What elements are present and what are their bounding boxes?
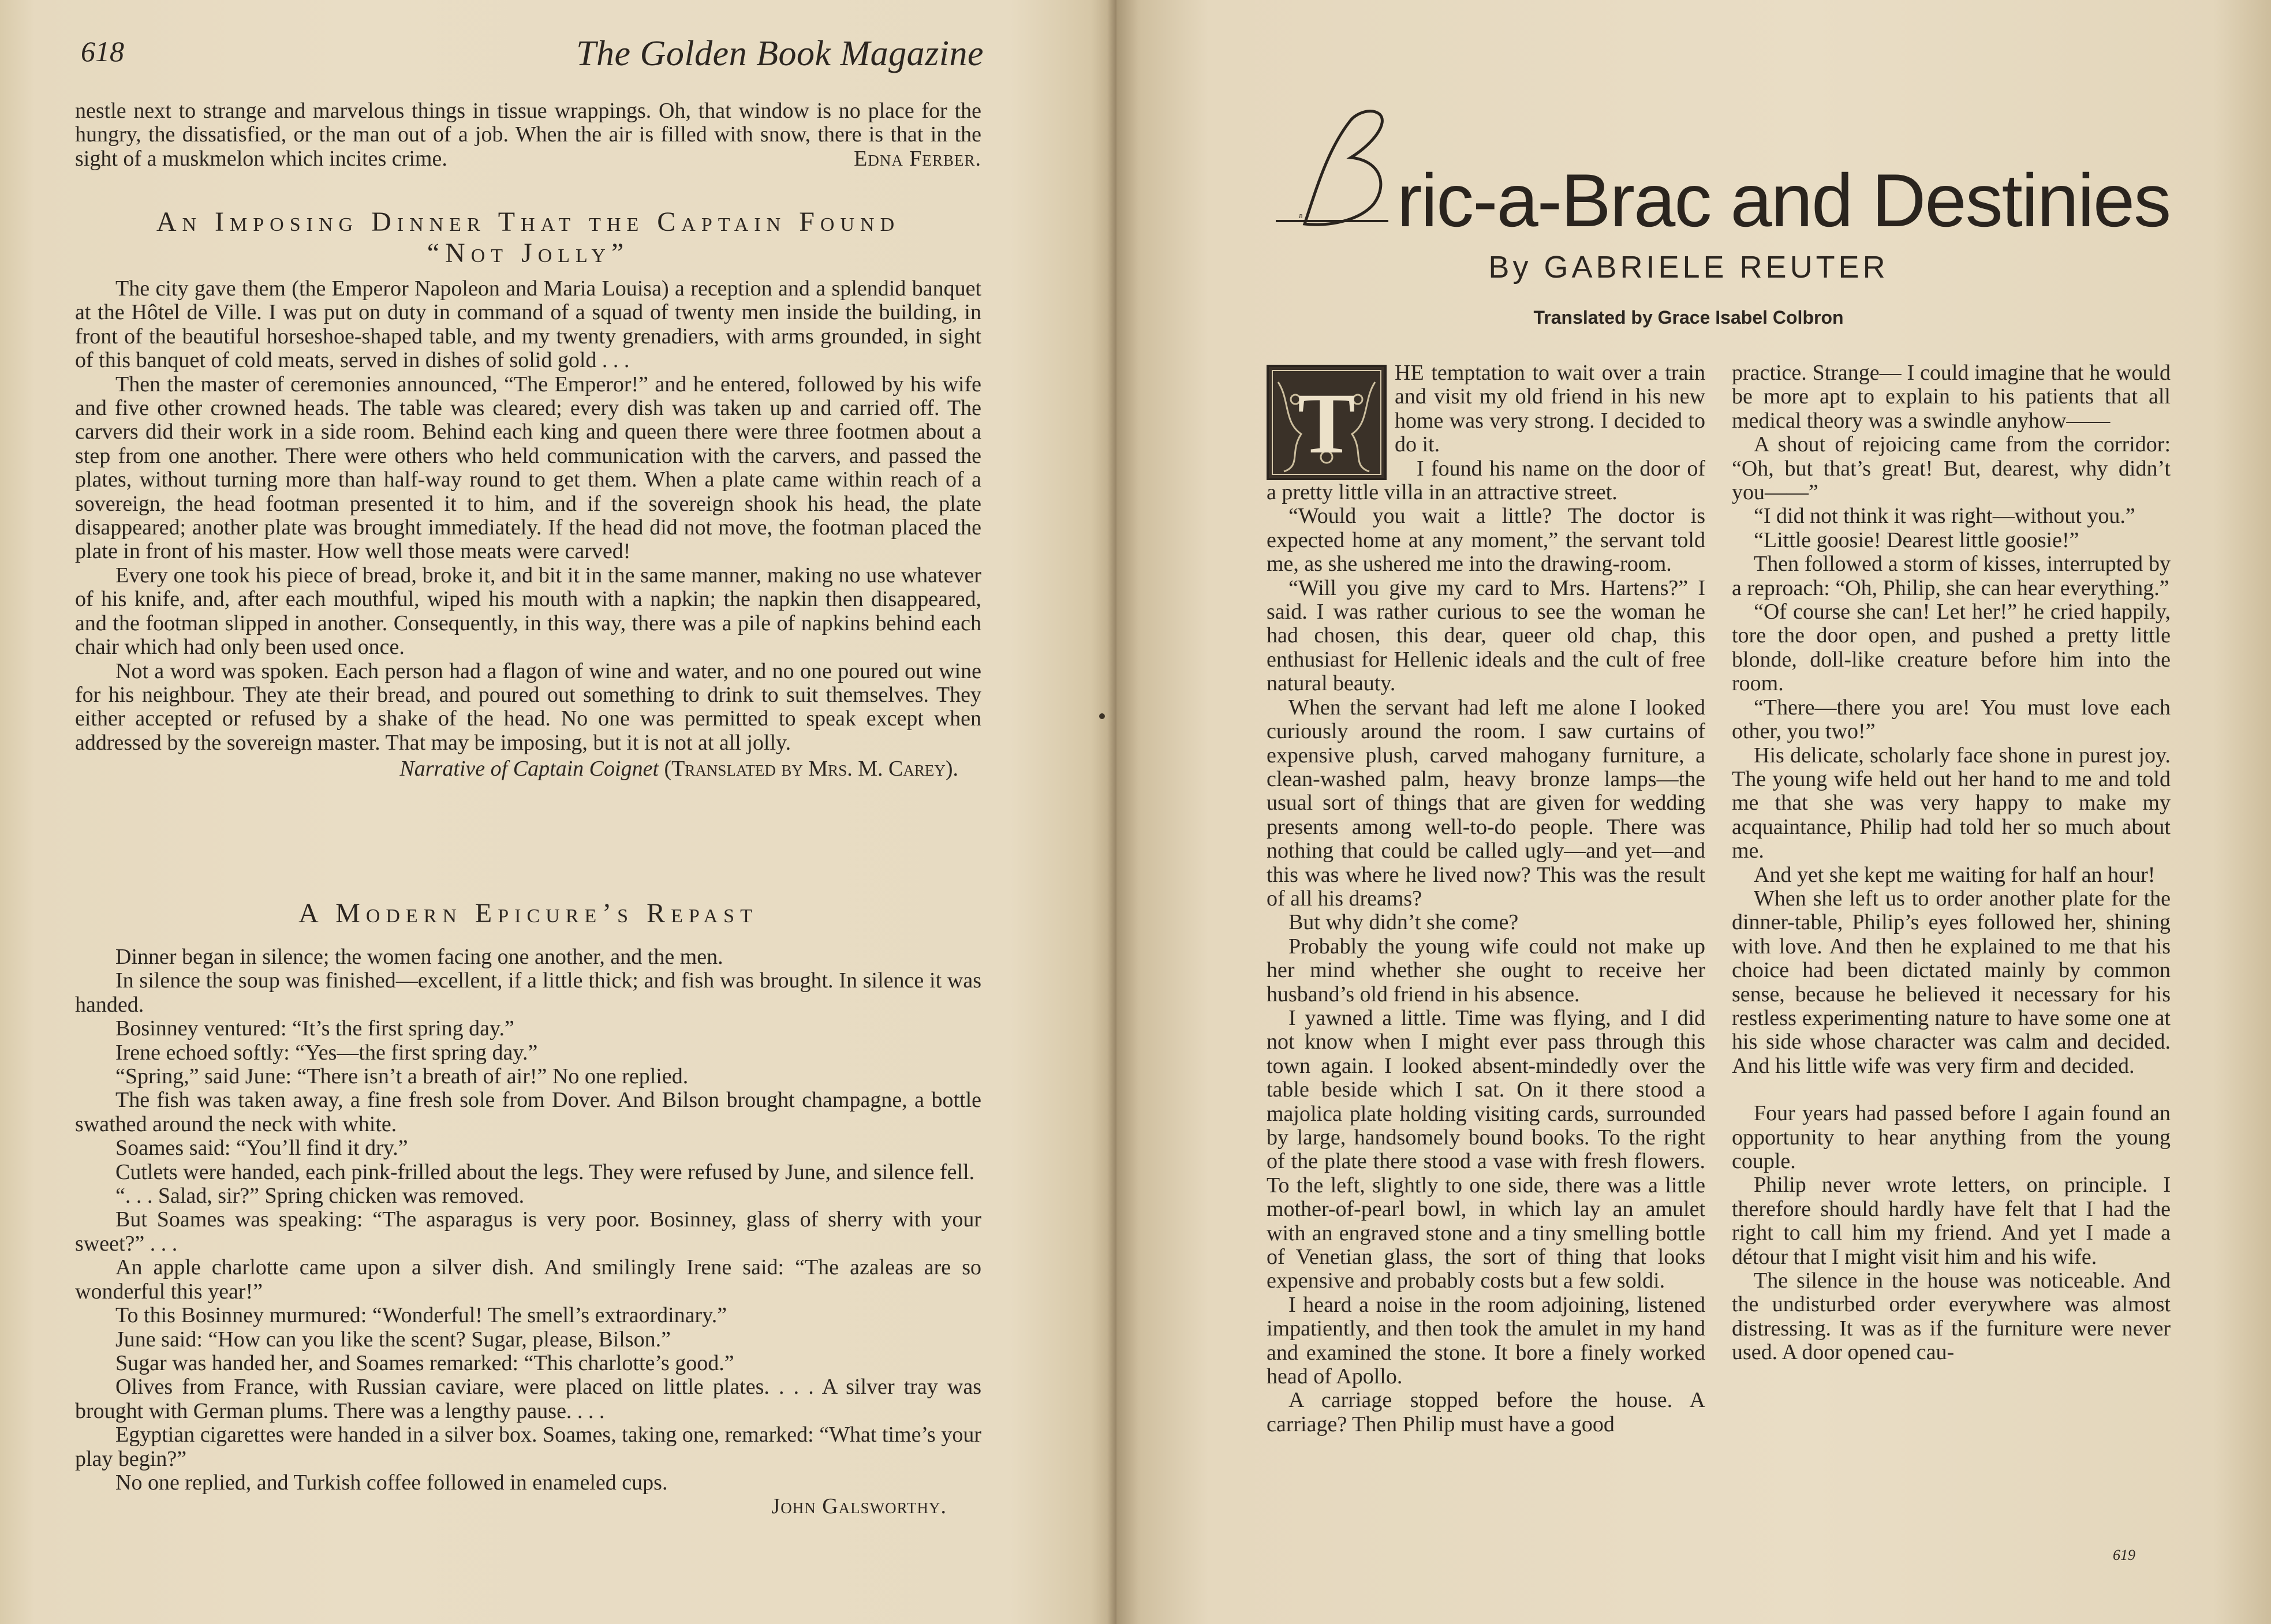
- paragraph: “. . . Salad, sir?” Spring chicken was removed.: [115, 1184, 525, 1208]
- paragraph: “Spring,” said June: “There isn’t a breath of air!” No one replied.: [115, 1064, 689, 1089]
- paragraph: Egyptian cigarettes were handed in a silver box. Soames, taking one, remarked: “What time’s your play begin?”: [75, 1423, 981, 1471]
- section-title-line2: “Not Jolly”: [427, 238, 630, 268]
- article-column-1: [1267, 361, 1705, 1436]
- paragraph: I found his name on the door of a pretty little villa in an attractive street.: [1267, 456, 1705, 505]
- paragraph: Dinner began in silence; the women facing one another, and the men.: [115, 945, 723, 969]
- paragraph: Irene echoed softly: “Yes—the first spring day.”: [115, 1040, 538, 1065]
- section-title-line1: An Imposing Dinner That the Captain Found: [156, 207, 901, 237]
- paragraph: Cutlets were handed, each pink-frilled about the legs. They were refused by June, and silence fell.: [115, 1159, 975, 1184]
- paragraph: “Would you wait a little? The doctor is expected home at any moment,” the servant told me, as she ushered me into the drawing-room.: [1267, 504, 1705, 577]
- margin-mark: [1099, 713, 1105, 719]
- section-byline: John Galsworthy.: [771, 1494, 947, 1519]
- paragraph: A shout of rejoicing came from the corridor: “Oh, but that’s great! But, dearest, why didn’t you——”: [1732, 432, 2171, 505]
- paragraph: “There—there you are! You must love each other, you two!”: [1732, 695, 2171, 744]
- paragraph: The city gave them (the Emperor Napoleon and Maria Louisa) a reception and a splendid banquet at the Hôtel de Ville. I was put on duty in command of a squad of twenty men inside the building, in front of the beautiful horseshoe-shaped table, and my twenty grenadiers, with arms grounded, in sight of this banquet of cold meats, served in dishes of solid gold . . .: [75, 276, 981, 373]
- paragraph: No one replied, and Turkish coffee followed in enameled cups.: [115, 1470, 668, 1495]
- paragraph: I heard a noise in the room adjoining, listened impatiently, and then took the amulet in my hand and examined the stone. It bore a finely worked head of Apollo.: [1267, 1292, 1705, 1389]
- intro-byline: Edna Ferber.: [854, 146, 981, 171]
- drop-cap: [1267, 365, 1387, 480]
- paragraph: “I did not think it was right—without you.”: [1754, 504, 2135, 529]
- intro-paragraph: nestle next to strange and marvelous things in tissue wrappings. Oh, that window is no place for the hungry, the dissatisfied, or the man out of a job. When the air is filled with snow, there is that in the sight of a muskmelon which incites crime. Edna Ferber.: [75, 99, 981, 171]
- paragraph: But why didn’t she come?: [1288, 910, 1519, 935]
- paragraph: The fish was taken away, a fine fresh sole from Dover. And Bilson brought champagne, a bottle swathed around the neck with white.: [75, 1088, 981, 1136]
- title-initial: B: [1299, 214, 1303, 220]
- article-column-2: [1732, 361, 2171, 1365]
- paragraph: Olives from France, with Russian caviare, were placed on little plates. . . . A silver tray was brought with German plums. There was a lengthy pause. . . .: [75, 1375, 981, 1423]
- paragraph: The silence in the house was noticeable. And the undisturbed order everywhere was almost distressing. It was as if the furniture were never used. A door opened cau-: [1732, 1268, 2171, 1365]
- paragraph: In silence the soup was finished—excellent, if a little thick; and fish was brought. In silence it was handed.: [75, 968, 981, 1017]
- paragraph: To this Bosinney murmured: “Wonderful! The smell’s extraordinary.”: [115, 1303, 727, 1328]
- paragraph: Then the master of ceremonies announced, “The Emperor!” and he entered, followed by his wife and five other crowned heads. The table was cleared; every dish was taken up and carried off. The carvers did their work in a side room. Behind each king and queen there were three footmen about a step from one another. There were others who held communication with the carvers, and passed the plates, without turning more than half-way round to get them. When a plate came within reach of a sovereign, the head footman presented it to him, and if the sovereign shook his head, the plate disappeared; another plate was brought immediately. If the head did not move, the footman placed the plate in front of his master. How well those meats were carved!: [75, 372, 981, 564]
- attribution-translator: (Translated by Mrs. M. Carey).: [664, 757, 958, 781]
- paragraph: June said: “How can you like the scent? Sugar, please, Bilson.”: [115, 1327, 671, 1352]
- paragraph: Bosinney ventured: “It’s the first spring day.”: [115, 1016, 514, 1041]
- paragraph: “Of course she can! Let her!” he cried happily, tore the door open, and pushed a pretty little blonde, doll-like creature before him into the room.: [1732, 600, 2171, 696]
- section-dinner-body: [75, 277, 981, 781]
- paragraph: Four years had passed before I again found an opportunity to hear anything from the young couple.: [1732, 1101, 2171, 1173]
- title-initial-flourish: [1264, 103, 1397, 235]
- paragraph: Philip never wrote letters, on principle. I therefore should hardly have felt that I had the right to call him my friend. And yet I made a détour that I might visit him and his wife.: [1732, 1173, 2171, 1269]
- paragraph: “Will you give my card to Mrs. Hartens?” I said. I was rather curious to see the woman he had chosen, this dear, queer old chap, this enthusiast for Hellenic ideals and the cult of free natural beauty.: [1267, 575, 1705, 696]
- paragraph: Sugar was handed her, and Soames remarked: “This charlotte’s good.”: [115, 1350, 734, 1375]
- paragraph: “Little goosie! Dearest little goosie!”: [1754, 527, 2079, 552]
- paragraph: Probably the young wife could not make up her mind whether she ought to receive her husband’s old friend in his absence.: [1267, 934, 1705, 1006]
- running-head: The Golden Book Magazine: [576, 34, 984, 73]
- left-page: [0, 0, 1116, 1624]
- paragraph: Not a word was spoken. Each person had a flagon of wine and water, and no one poured out wine for his neighbour. They ate their bread, and poured out something to drink to suit themselves. They either accepted or refused by a shake of the head. No one was permitted to speak except when addressed by the sovereign master. That may be imposing, but it is not at all jolly.: [75, 658, 981, 755]
- paragraph: But Soames was speaking: “The asparagus is very poor. Bosinney, glass of sherry with your sweet?” . . .: [75, 1207, 981, 1256]
- paragraph: His delicate, scholarly face shone in purest joy. The young wife held out her hand to me and told me that she was very happy to make my acquaintance, Philip had told her so much about me.: [1732, 743, 2171, 863]
- paragraph: When she left us to order another plate for the dinner-table, Philip’s eyes followed her, shining with love. And then he explained to me that his choice had been dictated mainly by common sense, because he believed it necessary for his restless experimenting nature to have some one at his side whose character was calm and decided. And his little wife was very firm and decided.: [1732, 886, 2171, 1078]
- paragraph: Every one took his piece of bread, broke it, and bit it in the same manner, making no use whatever of his knife, and, after each mouthful, wiped his mouth with a napkin; the napkin then disappeared, and the footman slipped in another. Consequently, in this way, there was a pile of napkins behind each chair which had only been used once.: [75, 563, 981, 660]
- paragraph: practice. Strange— I could imagine that he would be more apt to explain to his patients that all medical theory was a swindle anyhow——: [1732, 361, 2171, 433]
- drop-cap-letter: T: [1297, 376, 1356, 472]
- paragraph: And yet she kept me waiting for half an hour!: [1754, 862, 2156, 887]
- paragraph: When the servant had left me alone I looked curiously around the room. I saw curtains of expensive plush, carved mahogany furniture, a clean-washed palm, heavy bronze lamps—the usual sort of things that are given for wedding presents among well-to-do people. There was nothing that could be called ugly—and yet—and this was where he lived now? This was the result of all his dreams?: [1267, 695, 1705, 911]
- paragraph: Then followed a storm of kisses, interrupted by a reproach: “Oh, Philip, she can hear everything.”: [1732, 552, 2171, 600]
- paragraph: A carriage stopped before the house. A carriage? Then Philip must have a good: [1267, 1388, 1705, 1436]
- paragraph: I yawned a little. Time was flying, and I did not know when I might ever pass through this town again. I looked absent-mindedly over the table beside which I sat. On it there stood a majolica plate holding visiting cards, surrounded by large, handsomely bound books. To the right of the plate there stood a vase with fresh flowers. To the left, slightly to one side, there was a little mother-of-pearl bowl, in which lay an amulet with an engraved stone and a tiny smelling bottle of Venetian glass, the sort of thing that looks expensive and probably costs but a few soldi.: [1267, 1005, 1705, 1293]
- attribution-work: Narrative of Captain Coignet: [399, 757, 659, 781]
- section-title-epicure: A Modern Epicure’s Repast: [298, 898, 758, 929]
- paragraph: An apple charlotte came upon a silver dish. And smilingly Irene said: “The azaleas are so wonderful this year!”: [75, 1255, 981, 1304]
- translator-credit: Translated by Grace Isabel Colbron: [1533, 307, 1844, 328]
- author-byline: By GABRIELE REUTER: [1488, 250, 1889, 285]
- page-number-left: 618: [81, 35, 124, 68]
- paragraph: HE temptation to wait over a train and visit my old friend in his new home was very strong. I decided to do it.: [1395, 361, 1705, 457]
- section-epicure-body: [75, 945, 981, 1519]
- attribution: [75, 757, 981, 781]
- article-title-text: ric-a-Brac and Destinies: [1397, 158, 2171, 242]
- intro-excerpt: [75, 99, 981, 171]
- section-title-dinner: [75, 207, 981, 269]
- page-number-right: 619: [2113, 1547, 2135, 1563]
- paragraph: Soames said: “You’ll find it dry.”: [115, 1136, 408, 1161]
